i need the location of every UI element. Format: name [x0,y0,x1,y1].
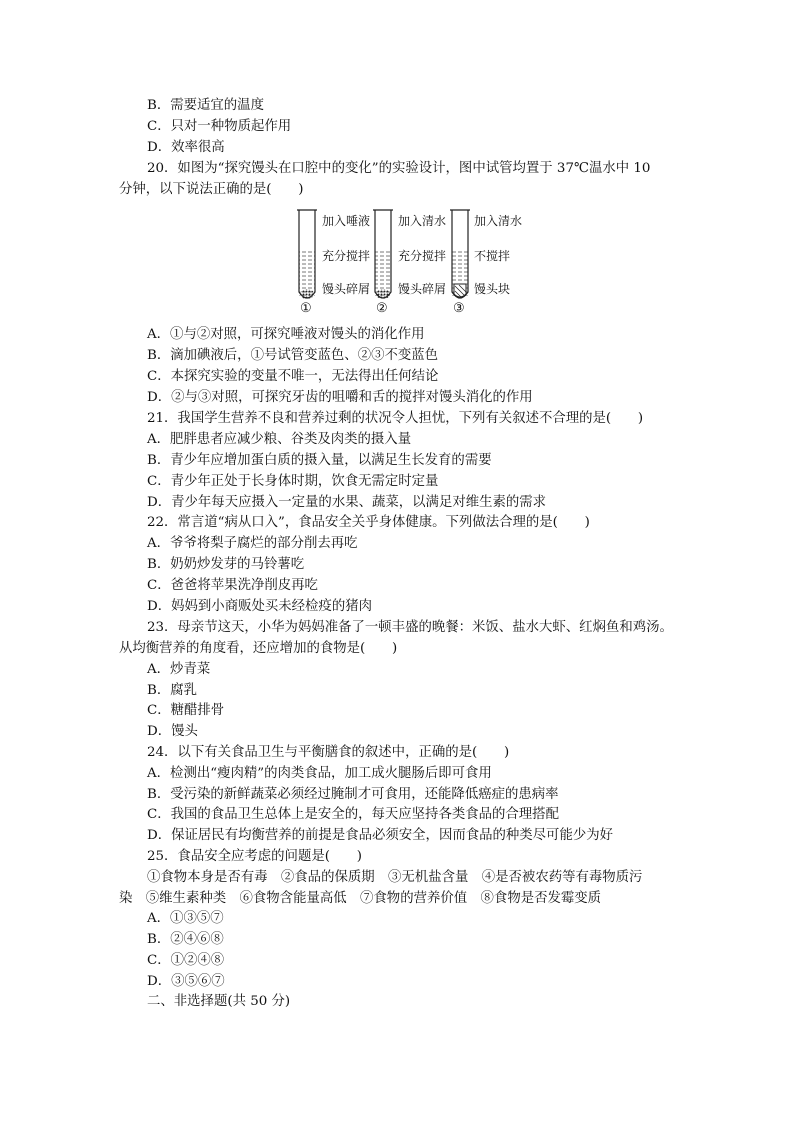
q25-stem: 25．食品安全应考虑的问题是( ) [147,849,362,864]
q25-option-d: D．③⑤⑥⑦ [147,974,225,989]
q25-items-line1: ①食物本身是否有毒 ②食品的保质期 ③无机盐含量 ④是否被农药等有毒物质污 [147,870,643,885]
q20-option-b: B．滴加碘液后，①号试管变蓝色、②③不变蓝色 [147,348,439,363]
q22-option-a: A．爷爷将梨子腐烂的部分削去再吃 [147,536,358,551]
tube1-label-top: 加入唾液 [322,214,371,228]
q23-option-c: C．糖醋排骨 [147,703,225,718]
q20-option-a: A．①与②对照，可探究唾液对馒头的消化作用 [147,327,425,342]
q21-option-a: A．肥胖患者应减少粮、谷类及肉类的摄入量 [147,432,412,447]
tube3-number: ③ [453,301,465,316]
test-tube-experiment-figure [290,206,523,318]
q24-option-a: A．检测出“瘦肉精”的肉类食品，加工成火腿肠后即可食用 [147,766,492,781]
q20-stem-line1: 20．如图为“探究馒头在口腔中的变化”的实验设计，图中试管均置于 37℃温水中 10 [147,161,651,176]
q20-option-d: D．②与③对照，可探究牙齿的咀嚼和舌的搅拌对馒头消化的作用 [147,390,533,405]
q19-option-b: B．需要适宜的温度 [147,98,264,113]
section2-heading: 二、非选择题(共 50 分) [147,994,291,1009]
q22-stem: 22．常言道“病从口入”，食品安全关乎身体健康。下列做法合理的是( ) [147,515,590,530]
q24-stem: 24．以下有关食品卫生与平衡膳食的叙述中，正确的是( ) [147,745,510,760]
q21-option-d: D．青少年每天应摄入一定量的水果、蔬菜，以满足对维生素的需求 [147,495,547,510]
tube2-label-bot: 馒头碎屑 [398,282,447,296]
tube1-label-mid: 充分搅拌 [322,249,371,263]
tube3-label-bot: 馒头块 [474,282,511,296]
q23-stem-line2: 从均衡营养的角度看，还应增加的食物是( ) [119,641,398,656]
q20-option-c: C．本探究实验的变量不唯一，无法得出任何结论 [147,369,439,384]
tube1-label-bot: 馒头碎屑 [322,282,371,296]
q19-option-d: D．效率很高 [147,140,225,155]
q19-option-c: C．只对一种物质起作用 [147,119,292,134]
tube2-label-top: 加入清水 [398,214,447,228]
tube2-number: ② [376,301,388,316]
q21-stem: 21．我国学生营养不良和营养过剩的状况令人担忧，下列有关叙述不合理的是( ) [147,411,644,426]
q24-option-d: D．保证居民有均衡营养的前提是食品必须安全，因而食品的种类尽可能少为好 [147,828,614,843]
test-tube-2 [373,210,393,299]
q25-items-line2: 染 ⑤维生素种类 ⑥食物含能量高低 ⑦食物的营养价值 ⑧食物是否发霉变质 [119,891,602,906]
q25-option-b: B．②④⑥⑧ [147,932,224,947]
q23-option-b: B．腐乳 [147,683,198,698]
q22-option-b: B．奶奶炒发芽的马铃薯吃 [147,557,305,572]
q24-option-b: B．受污染的新鲜蔬菜必须经过腌制才可食用，还能降低癌症的患病率 [147,787,559,802]
q22-option-d: D．妈妈到小商贩处买未经检疫的猪肉 [147,599,372,614]
q20-stem-line2: 分钟，以下说法正确的是( ) [119,182,304,197]
q23-option-a: A．炒青菜 [147,662,211,677]
q21-option-c: C．青少年正处于长身体时期，饮食无需定时定量 [147,474,439,489]
q25-option-a: A．①③⑤⑦ [147,911,224,926]
q21-option-b: B．青少年应增加蛋白质的摄入量，以满足生长发育的需要 [147,453,492,468]
tube3-label-mid: 不搅拌 [474,249,511,263]
test-tube-1 [297,210,317,299]
tube2-label-mid: 充分搅拌 [398,249,447,263]
q23-option-d: D．馒头 [147,724,198,739]
test-tube-3 [450,210,470,298]
q24-option-c: C．我国的食品卫生总体上是安全的，每天应坚持各类食品的合理搭配 [147,807,559,822]
q23-stem-line1: 23．母亲节这天，小华为妈妈准备了一顿丰盛的晚餐：米饭、盐水大虾、红焖鱼和鸡汤。 [147,620,673,635]
q22-option-c: C．爸爸将苹果洗净削皮再吃 [147,578,318,593]
q25-option-c: C．①②④⑧ [147,953,225,968]
tube1-number: ① [300,301,312,316]
tube3-label-top: 加入清水 [474,214,523,228]
